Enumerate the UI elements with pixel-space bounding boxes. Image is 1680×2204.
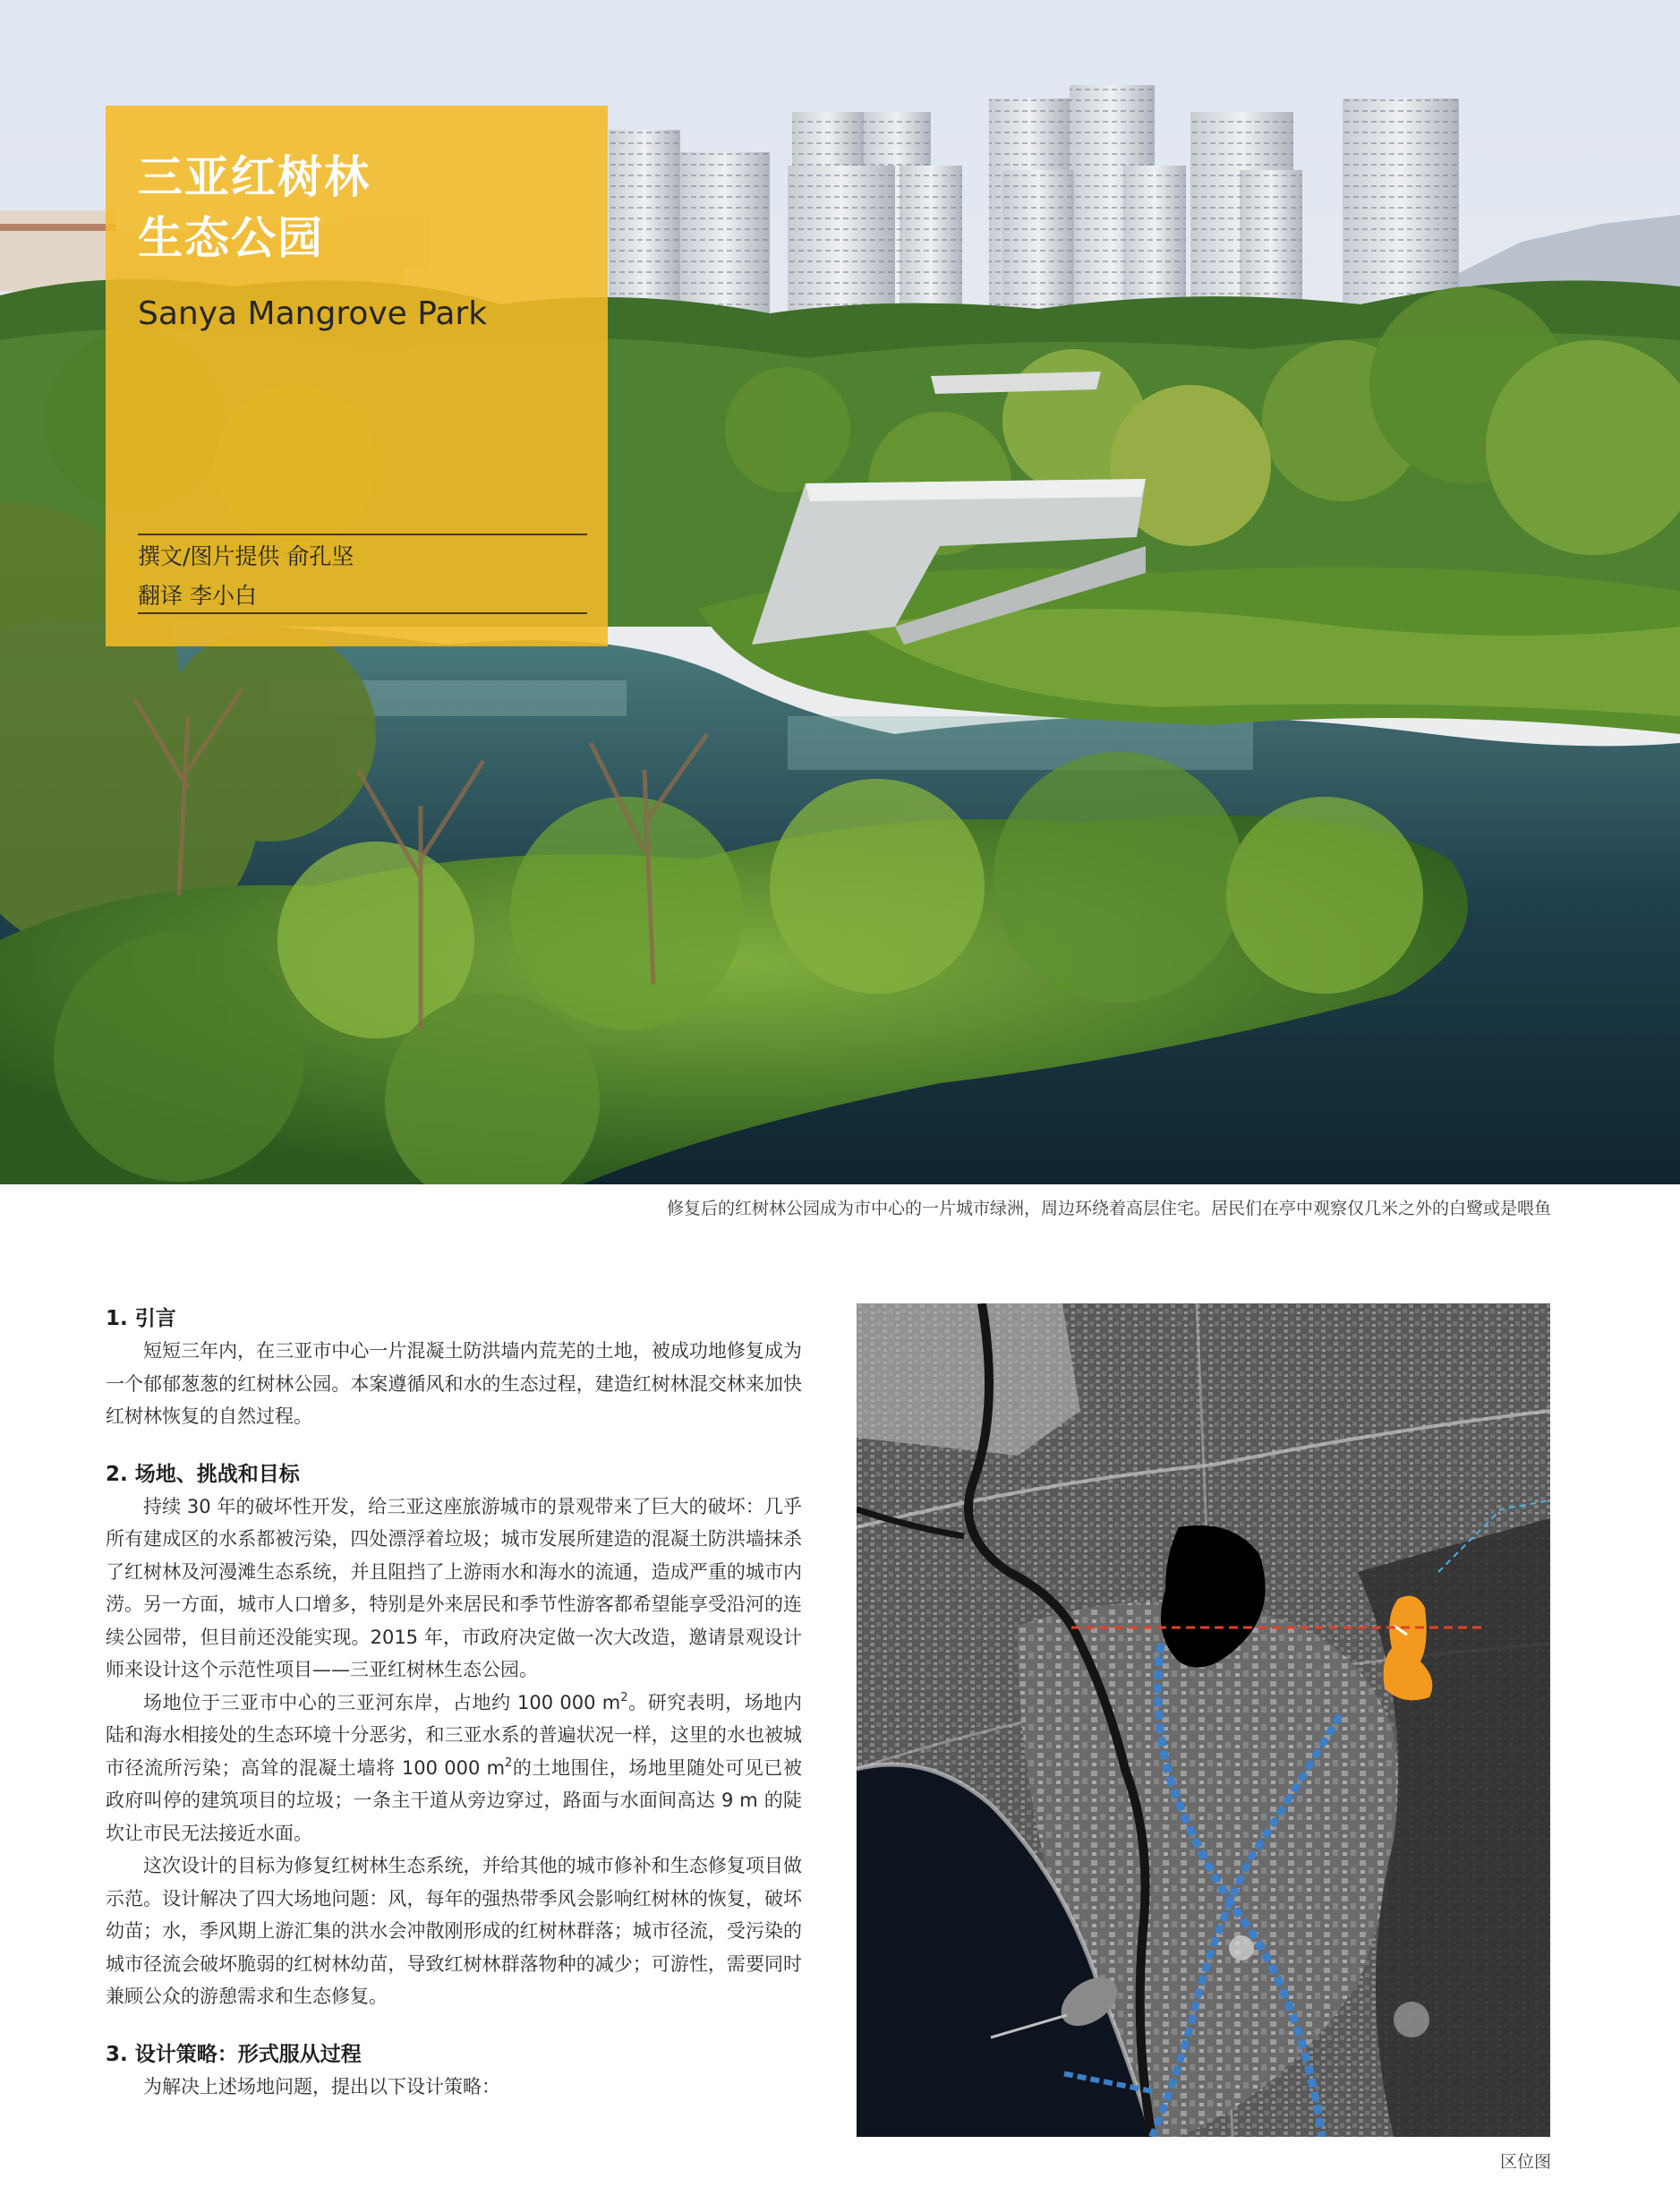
title-panel <box>106 106 608 646</box>
section-heading: 2. 场地、挑战和目标 <box>106 1462 300 1486</box>
map-caption: 区位图 <box>1499 2152 1551 2172</box>
paragraph: 短短三年内，在三亚市中心一片混凝土防洪墙内荒芜的土地，被成功地修复成为一个郁郁葱葱的红树林公园。本案遵循风和水的生态过程，建造红树林混交林来加快红树林恢复的自然过程。 <box>106 1340 802 1427</box>
superscript: 2 <box>620 1690 628 1704</box>
title-cn-line2: 生态公园 <box>138 212 324 264</box>
satellite-map <box>857 1303 1550 2137</box>
hero-caption: 修复后的红树林公园成为市中心的一片城市绿洲，周边环绕着高层住宅。居民们在亭中观察仅几米之外的白鹭或是喂鱼 <box>666 1199 1551 1218</box>
article-body <box>106 1303 802 2103</box>
section-heading: 1. 引言 <box>106 1307 176 1330</box>
location-map <box>857 1303 1550 2137</box>
credit-rule-top <box>138 534 587 535</box>
credit-rule-bottom <box>138 612 587 614</box>
superscript: 2 <box>505 1756 513 1770</box>
paragraph: 场地位于三亚市中心的三亚河东岸，占地约 100 000 $m^2$。研究表明，场地内陆和海水相接处的生态环境十分恶劣，和三亚水系的普遍状况一样，这里的水也被城市径流所污染；高耸的混凝土墙将 100 000 $m^2$的土地围住，场地里随处可见已被政府叫停的建筑项目的垃圾；一条主干道从旁边穿过，路面与水面间高达 9 m 的陡坎让市民无法接近水面。 <box>106 1690 803 1844</box>
paragraph: 这次设计的目标为修复红树林生态系统，并给其他的城市修补和生态修复项目做示范。设计解决了四大场地问题：风，每年的强热带季风会影响红树林的恢复，破坏幼苗；水，季风期上游汇集的洪水会冲散刚形成的红树林群落；城市径流，受污染的城市径流会破坏脆弱的红树林幼苗，导致红树林群落物种的减少；可游性，需要同时兼顾公众的游憩需求和生态修复。 <box>106 1855 802 2007</box>
title-cn-line1: 三亚红树林 <box>138 151 371 203</box>
paragraph: 为解决上述场地问题，提出以下设计策略： <box>143 2075 500 2097</box>
title-english: Sanya Mangrove Park <box>138 295 488 332</box>
credit-translator: 翻译 李小白 <box>138 583 257 609</box>
title-chinese <box>138 147 585 269</box>
section-heading: 3. 设计策略：形式服从过程 <box>106 2042 362 2066</box>
paragraph: 持续 30 年的破坏性开发，给三亚这座旅游城市的景观带来了巨大的破坏：几乎所有建成区的水系都被污染，四处漂浮着垃圾；城市发展所建造的混凝土防洪墙抹杀了红树林及河漫滩生态系统，并且阻挡了上游雨水和海水的流通，造成严重的城市内涝。另一方面，城市人口增多，特别是外来居民和季节性游客都希望能享受沿河的连续公园带，但目前还没能实现。2015 年，市政府决定做一次大改造，邀请景观设计师来设计这个示范性项目——三亚红树林生态公园。 <box>106 1495 802 1680</box>
credit-author: 撰文/图片提供 俞孔坚 <box>138 543 354 569</box>
